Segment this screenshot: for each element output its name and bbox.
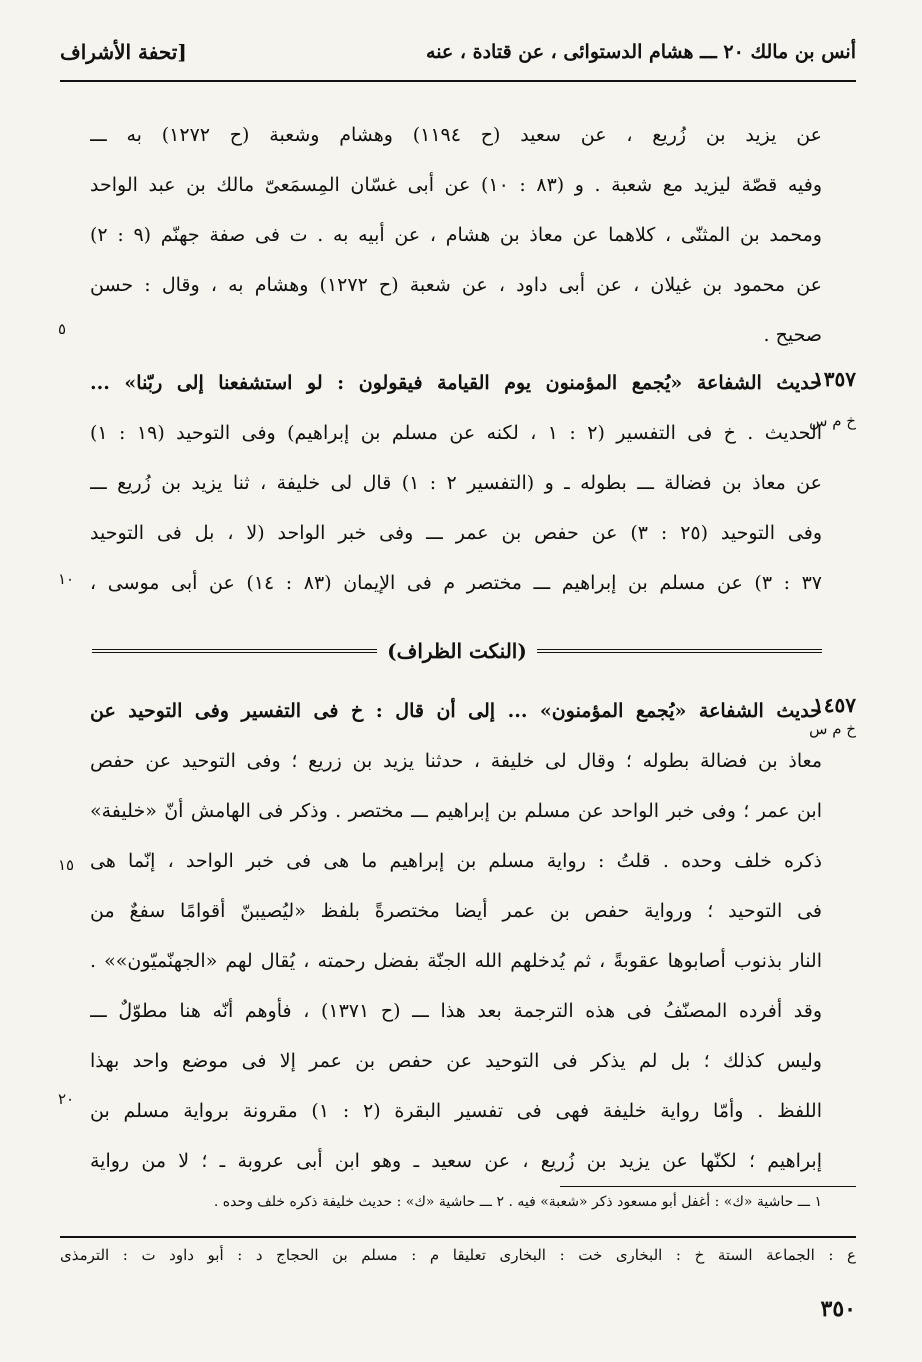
page-number: ٣٥٠ (820, 1296, 856, 1322)
line-number: ١٥ (58, 856, 75, 874)
divider-title: (النكت الظراف) (387, 639, 527, 663)
divider-rule-right (537, 649, 822, 653)
text-line: ابن عمر ؛ وفى خبر الواحد عن مسلم بن إبراهيم ـــ مختصر . وذكر فى الهامش أنّ «خليفة» (90, 800, 822, 822)
text-line: ٣٧ : ٣) عن مسلم بن إبراهيم ـــ مختصر م فى الإيمان (٨٣ : ١٤) عن أبى موسى ، (90, 572, 822, 594)
text-line: وفيه قصّة ليزيد مع شعبة . و (٨٣ : ١٠) عن أبى غسّان المِسمَعىّ مالك بن عبد الواحد (90, 174, 822, 196)
divider-rule-left (92, 649, 377, 653)
header-rule (60, 80, 856, 82)
header-chapter-title: أنس بن مالك ٢٠ ـــ هشام الدستوائى ، عن قتادة ، عنه (426, 41, 856, 63)
abbreviations-key: ع : الجماعة الستة خ : البخارى خت : البخارى تعليقا م : مسلم بن الحجاج د : أبو داود ت : الترمذى (60, 1246, 856, 1264)
hadith-sigla: خ م س (809, 412, 856, 430)
section-divider (92, 636, 822, 666)
text-line: ومحمد بن المثنّى ، كلاهما عن معاذ بن هشام ، عن أبيه به . ت فى صفة جهنّم (٩ : ٢) (90, 224, 822, 246)
text-line: الحديث . خ فى التفسير (٢ : ١ ، لكنه عن مسلم بن إبراهيم) وفى التوحيد (١٩ : ١) (90, 422, 822, 444)
header-book-title: [تحفة الأشراف (60, 40, 187, 64)
running-header (60, 30, 856, 74)
hadith-sigla: خ م س (809, 720, 856, 738)
text-line: اللفظ . وأمّا رواية خليفة فهى فى تفسير البقرة (٢ : ١) مقرونة برواية مسلم بن (90, 1100, 822, 1122)
text-line: عن يزيد بن زُريع ، عن سعيد (ح ١١٩٤) وهشام وشعبة (ح ١٢٧٢) به ـــ (90, 124, 822, 146)
line-number: ١٠ (58, 570, 75, 588)
text-line: صحيح . (763, 324, 822, 346)
footnotes: ١ ـــ حاشية «ك» : أغفل أبو مسعود ذكر «شعبة» فيه . ٢ ـــ حاشية «ك» : حديث خليفة ذكره خلف وحده . (213, 1194, 822, 1210)
text-line: النار بذنوب أصابوها عقوبةً ، ثم يُدخلهم الله الجنّة بفضل رحمته ، يُقال لهم «الجهنّميّون»» . (90, 950, 822, 972)
hadith-1357-text (90, 358, 822, 608)
line-number: ٥ (58, 320, 67, 338)
section-1-text (90, 110, 822, 360)
hadith-1457-text (90, 686, 822, 1186)
text-line: ذكره خلف وحده . قلتُ : رواية مسلم بن إبراهيم ما هى فى خبر الواحد ، إنّما هى (90, 850, 822, 872)
text-line: عن محمود بن غيلان ، عن أبى داود ، عن شعبة (ح ١٢٧٢) وهشام به ، وقال : حسن (90, 274, 822, 296)
text-line: حديث الشفاعة «يُجمع المؤمنون يوم القيامة فيقولون : لو استشفعنا إلى ربّنا» ... (90, 372, 822, 394)
line-number: ٢٠ (58, 1090, 75, 1108)
text-line: فى التوحيد ؛ ورواية حفص بن عمر أيضا مختصرةً بلفظ «ليُصيبنّ أقوامًا سفعٌ من (90, 900, 822, 922)
hadith-number: ١٤٥٧ (813, 693, 856, 717)
abbreviations-rule (60, 1236, 856, 1238)
footnote-rule (560, 1186, 856, 1187)
text-line: وفى التوحيد (٢٥ : ٣) عن حفص بن عمر ـــ وفى خبر الواحد (لا ، بل فى التوحيد (90, 522, 822, 544)
hadith-number: ١٣٥٧ (813, 367, 856, 391)
text-line: إبراهيم ؛ لكنّها عن يزيد بن زُريع ، عن سعيد ـ وهو ابن أبى عروبة ـ ؛ لا من رواية (90, 1150, 822, 1172)
text-line: وقد أفرده المصنّفُ فى هذه الترجمة بعد هذا ـــ (ح ١٣٧١) ، فأوهم أنّه هنا مطوّلٌ ـــ (90, 1000, 822, 1022)
text-line: معاذ بن فضالة بطوله ؛ وقال لى خليفة ، حدثنا يزيد بن زريع ؛ وفى التوحيد عن حفص (90, 750, 822, 772)
text-line: وليس كذلك ؛ بل لم يذكر فى التوحيد عن حفص بن عمر إلا فى موضع واحد بهذا (90, 1050, 822, 1072)
text-line: حديث الشفاعة «يُجمع المؤمنون» ... إلى أن قال : خ فى التفسير وفى التوحيد عن (90, 700, 822, 722)
text-line: عن معاذ بن فضالة ـــ بطوله ـ و (التفسير ٢ : ١) قال لى خليفة ، ثنا يزيد بن زُريع ـــ (90, 472, 822, 494)
